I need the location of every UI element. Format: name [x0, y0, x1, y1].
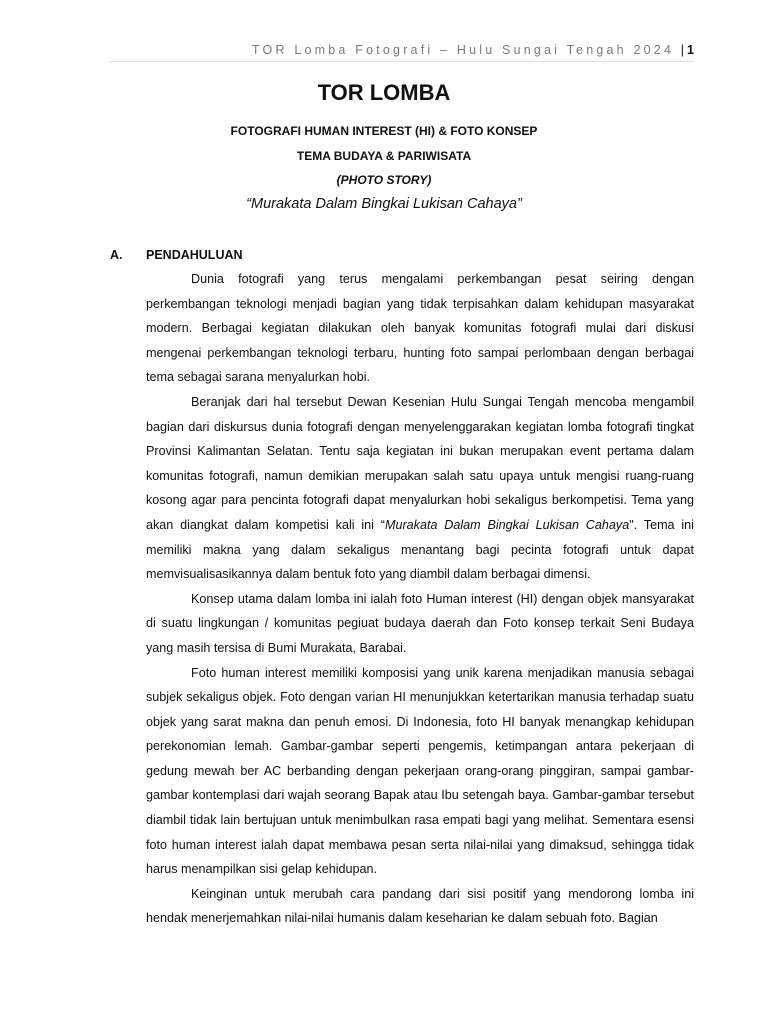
quote-open-mark: “ [246, 196, 251, 212]
section-title: PENDAHULUAN [146, 248, 243, 262]
paragraph-2-part-2: ". Tema ini memiliki makna yang dalam sekaligus menantang bagi pecinta fotografi untuk dapat memvisualisasikannya dalam bentuk foto yang diambil dalam berbagai dimensi. [146, 517, 694, 582]
theme-quote [0, 196, 768, 212]
paragraph-4: Foto human interest memiliki komposisi yang unik karena menjadikan manusia sebagai subjek sekaligus objek. Foto dengan varian HI menunjukkan ketertarikan manusia terhadap suatu objek yang sarat makna dan penuh emosi. Di Indonesia, foto HI banyak menangkap kehidupan perekonomian lemah. Gambar-gambar seperti pengemis, ketimpangan antara pekerjaan di gedung mewah ber AC berbanding dengan pekerjaan orang-orang pinggiran, sampai gambar-gambar kontemplasi dari wajah seorang Bapak atau Ibu setengah baya. Gambar-gambar tersebut diambil tidak lain bertujuan untuk menimbulkan rasa empati bagi yang melihat. Sementara esensi foto human interest ialah dapat membawa pesan serta nilai-nilai yang dimaksud, sehingga tidak harus menampilkan sisi gelap kehidupan. [146, 665, 694, 877]
theme-quote-text: Murakata Dalam Bingkai Lukisan Cahaya [251, 196, 517, 212]
paragraph-3: Konsep utama dalam lomba ini ialah foto Human interest (HI) dengan objek mansyarakat di suatu lingkungan / komunitas pegiuat budaya daerah dan Foto konsep terkait Seni Budaya yang masih tersisa di Bumi Murakata, Barabai. [146, 591, 694, 655]
quote-close-mark: ” [516, 196, 522, 212]
document-subtitle-3: (PHOTO STORY) [336, 173, 432, 187]
document-subtitle-1: FOTOGRAFI HUMAN INTEREST (HI) & FOTO KONSEP [230, 124, 538, 138]
paragraph-2-part-1: Beranjak dari hal tersebut Dewan Kesenian Hulu Sungai Tengah mencoba mengambil bagian dari diskursus dunia fotografi dengan menyelenggarakan kegiatan lomba fotografi tingkat Provinsi Kalimantan Selatan. Tentu saja kegiatan ini bukan merupakan event pertama dalam komunitas fotografi, namun demikian merupakan salah satu upaya untuk mengisi ruang-ruang kosong agar para pencinta fotografi dapat menyalurkan hobi sekaligus berkompetisi. Tema yang akan diangkat dalam kompetisi kali ini “ [146, 394, 694, 532]
section-body [146, 267, 694, 931]
running-title: TOR Lomba Fotografi – Hulu Sungai Tengah 2024 [251, 43, 675, 57]
paragraph-2-emphasis: Murakata Dalam Bingkai Lukisan Cahaya [384, 517, 630, 532]
page-header [110, 43, 694, 57]
header-divider [110, 61, 694, 62]
paragraph-2 [146, 390, 694, 587]
paragraph-5: Keinginan untuk merubah cara pandang dari sisi positif yang mendorong lomba ini hendak menerjemahkan nilai-nilai humanis dalam keseharian ke dalam sebuah foto. Bagian [146, 886, 694, 926]
header-separator: | [680, 43, 685, 57]
page-number: 1 [687, 43, 694, 57]
section-letter: A. [110, 248, 123, 262]
document-title: TOR LOMBA [317, 80, 451, 105]
paragraph-1: Dunia fotografi yang terus mengalami perkembangan pesat seiring dengan perkembangan teknologi menjadi bagian yang tidak terpisahkan dalam kehidupan masyarakat modern. Berbagai kegiatan dilakukan oleh banyak komunitas fotografi mulai dari diskusi mengenai perkembangan teknologi terbaru, hunting foto sampai perlombaan dengan berbagai tema sebagai sarana menyalurkan hobi. [146, 272, 694, 385]
document-subtitle-2: TEMA BUDAYA & PARIWISATA [296, 149, 472, 163]
